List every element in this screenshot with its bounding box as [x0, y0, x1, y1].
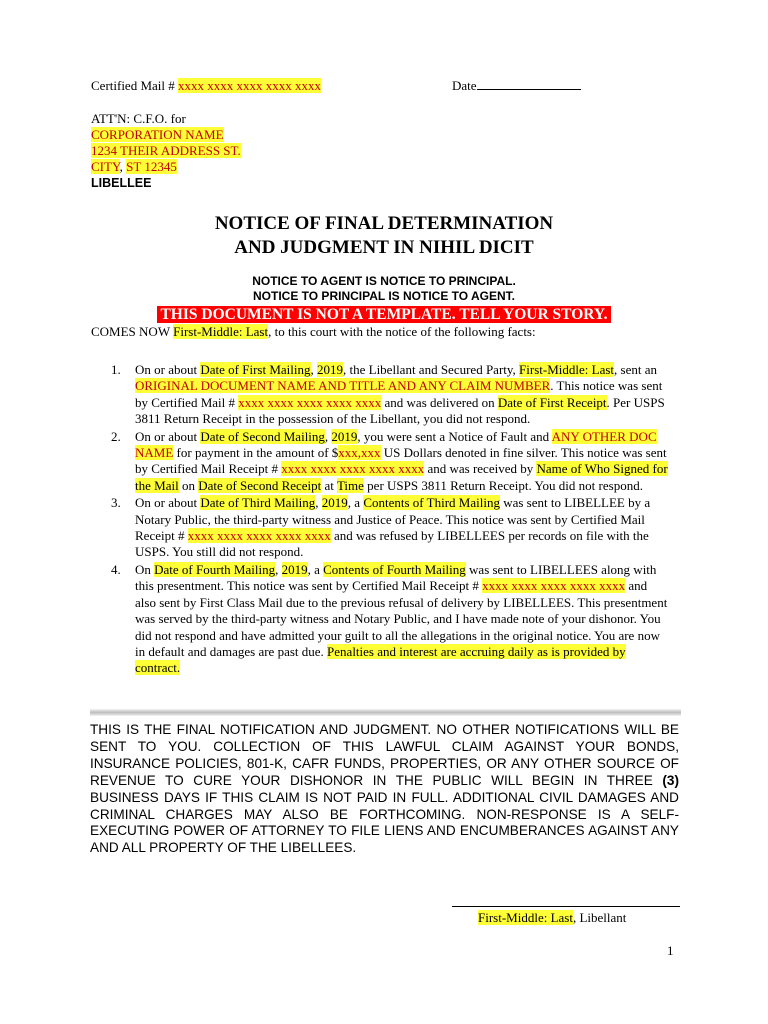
fact-text-segment: . Per USPS 3811 Return Receipt in the possession of the Libellant, you did not respond. [135, 394, 665, 427]
fact-text-segment: , [275, 561, 282, 577]
fact-text-segment: , the Libellant and Secured Party, [343, 362, 520, 377]
fact-item [91, 362, 671, 428]
final-notice-days: (3) [662, 772, 679, 788]
placeholder-field: 2019 [317, 362, 343, 377]
libellee-label: LIBELLEE [91, 176, 152, 190]
fact-text-segment: . This notice was sent by Certified Mail # [135, 378, 663, 410]
fact-number: 2. [111, 428, 121, 444]
document-title-line1: NOTICE OF FINAL DETERMINATION [214, 213, 554, 234]
placeholder-field: Name of Who Signed for the Mail [135, 461, 668, 493]
placeholder-field: First-Middle: Last [519, 362, 615, 377]
comes-now-suffix: , to this court with the notice of the following facts: [268, 324, 536, 339]
fact-number: 1. [111, 362, 121, 377]
comes-now-line [91, 324, 536, 340]
fact-text [135, 362, 671, 428]
fact-text-segment: per USPS 3811 Return Receipt. You did not respond. [363, 477, 643, 493]
attn-line: ATT'N: C.F.O. for [91, 111, 186, 126]
fact-text-segment: , sent an [614, 362, 657, 377]
signature-name: First-Middle: Last [478, 910, 573, 925]
fact-text-segment: On or about [135, 362, 201, 377]
fact-text [135, 429, 671, 495]
placeholder-field-red: xxxx xxxx xxxx xxxx xxxx [482, 578, 626, 594]
date-blank [477, 78, 581, 90]
libellant-name: First-Middle: Last [173, 324, 269, 339]
fact-text-segment: , a [307, 561, 324, 577]
placeholder-field: Date of First Receipt [497, 394, 607, 410]
placeholder-field: Contents of Third Mailing [363, 495, 500, 511]
fact-item [91, 562, 671, 677]
warning-banner-text: THIS DOCUMENT IS NOT A TEMPLATE. TELL YOUR STORY. [157, 306, 610, 323]
fact-text-segment: , a [347, 495, 364, 511]
placeholder-field-red: ORIGINAL DOCUMENT NAME AND TITLE AND ANY CLAIM NUMBER [135, 378, 551, 394]
placeholder-field: Contents of Fourth Mailing [323, 561, 466, 577]
placeholder-field: Penalties and interest are accruing daily as is provided by contract. [135, 643, 626, 676]
fact-text-segment: on [178, 477, 199, 493]
fact-text [135, 495, 671, 561]
fact-text-segment: On or about [135, 428, 201, 444]
state-zip: ST 12345 [126, 159, 177, 174]
signature-role: , Libellant [572, 910, 627, 925]
section-divider [90, 709, 681, 716]
fact-text-segment: and also sent by First Class Mail due to the previous refusal of delivery by LIBELLEES. This presentment was served by the third-party witness and Notary Public, and I have made note of your dishonor. You did not respond and have admitted your guilt to all the allegations in the original notice. You are now in default and damages are past due. [135, 578, 668, 659]
fact-item [91, 495, 671, 561]
placeholder-field: Date of Second Receipt [198, 477, 322, 493]
fact-text-segment: US Dollars denoted in fine silver. This notice was sent by Certified Mail Receipt # [135, 445, 667, 477]
certified-mail-label: Certified Mail # [91, 78, 175, 93]
fact-text-segment: , [324, 428, 332, 444]
fact-text-segment: and was refused by LIBELLEES per records on file with the USPS. You still did not respond. [135, 528, 649, 560]
fact-text-segment: On [135, 561, 155, 577]
signature-line [452, 906, 680, 907]
street-address: 1234 THEIR ADDRESS ST. [91, 143, 241, 158]
placeholder-field: Time [336, 477, 364, 493]
final-notice-text-continued: BUSINESS DAYS IF THIS CLAIM IS NOT PAID IN FULL. ADDITIONAL CIVIL DAMAGES AND CRIMINAL CHARGES MAY ALSO BE FORTHCOMING. NON-RESPONSE IS A SELF-EXECUTING POWER OF ATTORNEY TO FILE LIENS AND ENCUMBERANCES AGAINST ANY AND ALL PROPERTY OF THE LIBELLEES. [90, 789, 679, 856]
subtitle-line2: NOTICE TO PRINCIPAL IS NOTICE TO AGENT. [252, 289, 516, 303]
fact-item [91, 429, 671, 495]
fact-text [135, 562, 671, 677]
document-title-line2: AND JUDGMENT IN NIHIL DICIT [234, 237, 534, 258]
city: CITY [91, 159, 120, 174]
placeholder-field-red: ANY OTHER DOC NAME [135, 428, 657, 461]
fact-text-segment: was sent to LIBELLEES along with this presentment. This notice was sent by Certified Mail Receipt # [135, 561, 657, 594]
date-line [452, 78, 581, 94]
comes-now-prefix: COMES NOW [91, 324, 174, 339]
fact-text-segment: and was delivered on [381, 394, 498, 410]
fact-text-segment: On or about [135, 495, 201, 511]
corporation-name: CORPORATION NAME [91, 127, 224, 142]
fact-number: 3. [111, 495, 121, 511]
page-number: 1 [667, 943, 674, 958]
final-notice-text: THIS IS THE FINAL NOTIFICATION AND JUDGMENT. NO OTHER NOTIFICATIONS WILL BE SENT TO YOU. COLLECTION OF THIS LAWFUL CLAIM AGAINST YOUR BONDS, INSURANCE POLICIES, 801-K, CAFR FUNDS, PROPERTIES, OR ANY OTHER SOURCE OF REVENUE TO CURE YOUR DISHONOR IN THE PUBLIC WILL BEGIN IN THREE [90, 722, 679, 788]
recipient-address [91, 111, 241, 191]
subtitle-line1: NOTICE TO AGENT IS NOTICE TO PRINCIPAL. [252, 274, 516, 288]
certified-mail-line [91, 78, 321, 94]
placeholder-field: Date of First Mailing [200, 362, 311, 377]
placeholder-field-red: xxxx xxxx xxxx xxxx xxxx [187, 528, 331, 544]
placeholder-field-red: xxxx xxxx xxxx xxxx xxxx [281, 461, 425, 477]
placeholder-field: Date of Fourth Mailing [154, 561, 276, 577]
final-notice-paragraph [90, 722, 679, 857]
city-separator: , [119, 159, 127, 174]
fact-text-segment: and was received by [424, 461, 537, 477]
date-label: Date [452, 78, 477, 93]
placeholder-field: Date of Third Mailing [200, 495, 316, 511]
placeholder-field: Date of Second Mailing [200, 428, 325, 444]
fact-number: 4. [111, 561, 121, 577]
placeholder-field-red: xxxx xxxx xxxx xxxx xxxx [238, 394, 382, 410]
placeholder-field: 2019 [331, 428, 358, 444]
fact-text-segment: , [310, 362, 317, 377]
signature-block [478, 910, 626, 926]
fact-text-segment: was sent to LIBELLEE by a Notary Public, the third-party witness and Justice of Peace. This notice was sent by Certified Mail Receipt # [135, 495, 651, 544]
facts-list [91, 362, 671, 678]
certified-mail-number: xxxx xxxx xxxx xxxx xxxx [178, 78, 322, 93]
placeholder-field: 2019 [281, 561, 308, 577]
fact-text-segment: , you were sent a Notice of Fault and [357, 428, 552, 444]
fact-text-segment: , [315, 495, 322, 511]
placeholder-field: 2019 [321, 495, 348, 511]
fact-text-segment: at [321, 477, 337, 493]
fact-text-segment: for payment in the amount of $ [173, 445, 339, 461]
warning-banner [0, 306, 768, 324]
placeholder-field-red: xxx,xxx [338, 445, 381, 461]
